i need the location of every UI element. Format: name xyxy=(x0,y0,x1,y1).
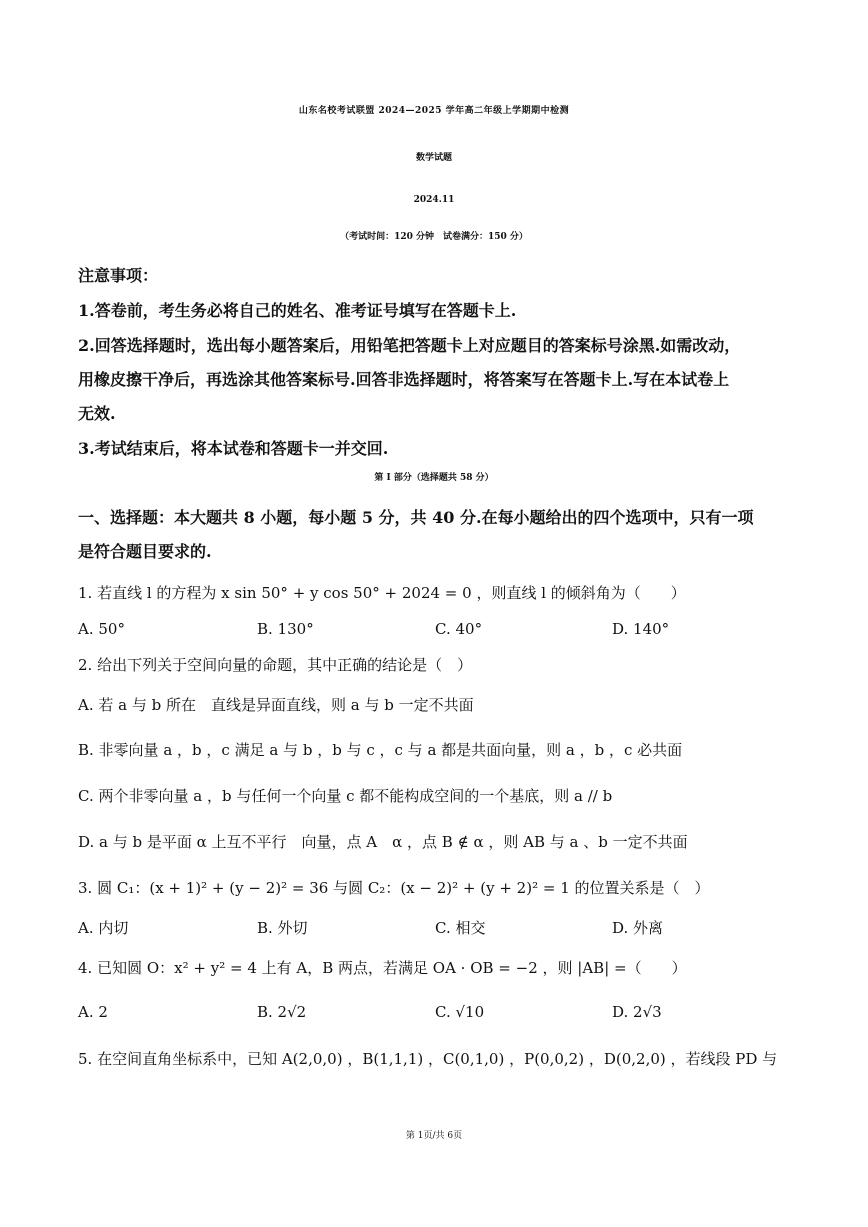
question-1-option-a: A. 50° xyxy=(78,620,125,638)
question-1-option-c: C. 40° xyxy=(435,620,483,638)
question-2-stem: 2. 给出下列关于空间向量的命题，其中正确的结论是（ ） xyxy=(78,656,473,674)
question-3-option-d: D. 外离 xyxy=(612,919,664,937)
question-1-option-d: D. 140° xyxy=(612,620,670,638)
question-1-option-b: B. 130° xyxy=(257,620,314,638)
section-instruction-line-2: 是符合题目要求的. xyxy=(78,542,212,561)
exam-info: （考试时间：120 分钟 试卷满分：150 分） xyxy=(340,232,528,242)
question-2-option-c: C. 两个非零向量 a ，b 与任何一个向量 c 都不能构成空间的一个基底，则 a // b xyxy=(78,787,613,805)
section-instruction-line-1: 一、选择题：本大题共 8 小题，每小题 5 分，共 40 分.在每小题给出的四个选项中，只有一项 xyxy=(78,508,754,527)
notice-item-2-line-2: 用橡皮擦干净后，再选涂其他答案标号.回答非选择题时，将答案写在答题卡上.写在本试卷上 xyxy=(78,370,730,389)
question-3-option-b: B. 外切 xyxy=(257,919,308,937)
question-5-stem: 5. 在空间直角坐标系中，已知 A(2,0,0) ，B(1,1,1) ，C(0,1,0) ，P(0,0,2) ，D(0,2,0) ，若线段 PD 与 xyxy=(78,1050,778,1068)
exam-date: 2024.11 xyxy=(413,195,455,205)
question-2-option-b: B. 非零向量 a ，b ，c 满足 a 与 b ，b 与 c ，c 与 a 都是共面向量，则 a ，b ，c 必共面 xyxy=(78,741,683,759)
exam-subtitle: 数学试题 xyxy=(415,153,452,163)
question-2-option-a: A. 若 a 与 b 所在 直线是异面直线，则 a 与 b 一定不共面 xyxy=(78,696,474,714)
question-4-option-a: A. 2 xyxy=(78,1003,108,1021)
question-2-option-d: D. a 与 b 是平面 α 上互不平行 向量，点 A α ，点 B ∉ α ，则 AB 与 a 、b 一定不共面 xyxy=(78,833,688,851)
exam-title: 山东名校考试联盟 2024—2025 学年高二年级上学期期中检测 xyxy=(298,106,570,116)
part1-heading: 第 I 部分（选择题共 58 分） xyxy=(374,473,494,483)
notice-item-3: 3.考试结束后，将本试卷和答题卡一并交回. xyxy=(78,439,389,458)
question-4-option-d: D. 2√3 xyxy=(612,1003,662,1021)
question-1-stem: 1. 若直线 l 的方程为 x sin 50° + y cos 50° + 2024 = 0 ，则直线 l 的倾斜角为（ ） xyxy=(78,584,686,602)
notice-heading: 注意事项： xyxy=(78,266,159,285)
notice-item-2-line-3: 无效. xyxy=(78,404,116,423)
notice-item-2-line-1: 2.回答选择题时，选出每小题答案后，用铅笔把答题卡上对应题目的答案标号涂黑.如需改动， xyxy=(78,336,741,355)
question-4-option-b: B. 2√2 xyxy=(257,1003,307,1021)
question-3-option-c: C. 相交 xyxy=(435,919,486,937)
notice-item-1: 1.答卷前，考生务必将自己的姓名、准考证号填写在答题卡上. xyxy=(78,301,517,320)
question-4-option-c: C. √10 xyxy=(435,1003,485,1021)
question-3-option-a: A. 内切 xyxy=(78,919,129,937)
question-3-stem: 3. 圆 C₁：(x + 1)² + (y − 2)² = 36 与圆 C₂：(x − 2)² + (y + 2)² = 1 的位置关系是（ ） xyxy=(78,879,710,897)
question-4-stem: 4. 已知圆 O：x² + y² = 4 上有 A，B 两点，若满足 OA · OB = −2 ，则 |AB| =（ ） xyxy=(78,959,687,977)
page-number: 第 1页/共 6页 xyxy=(405,1131,463,1141)
